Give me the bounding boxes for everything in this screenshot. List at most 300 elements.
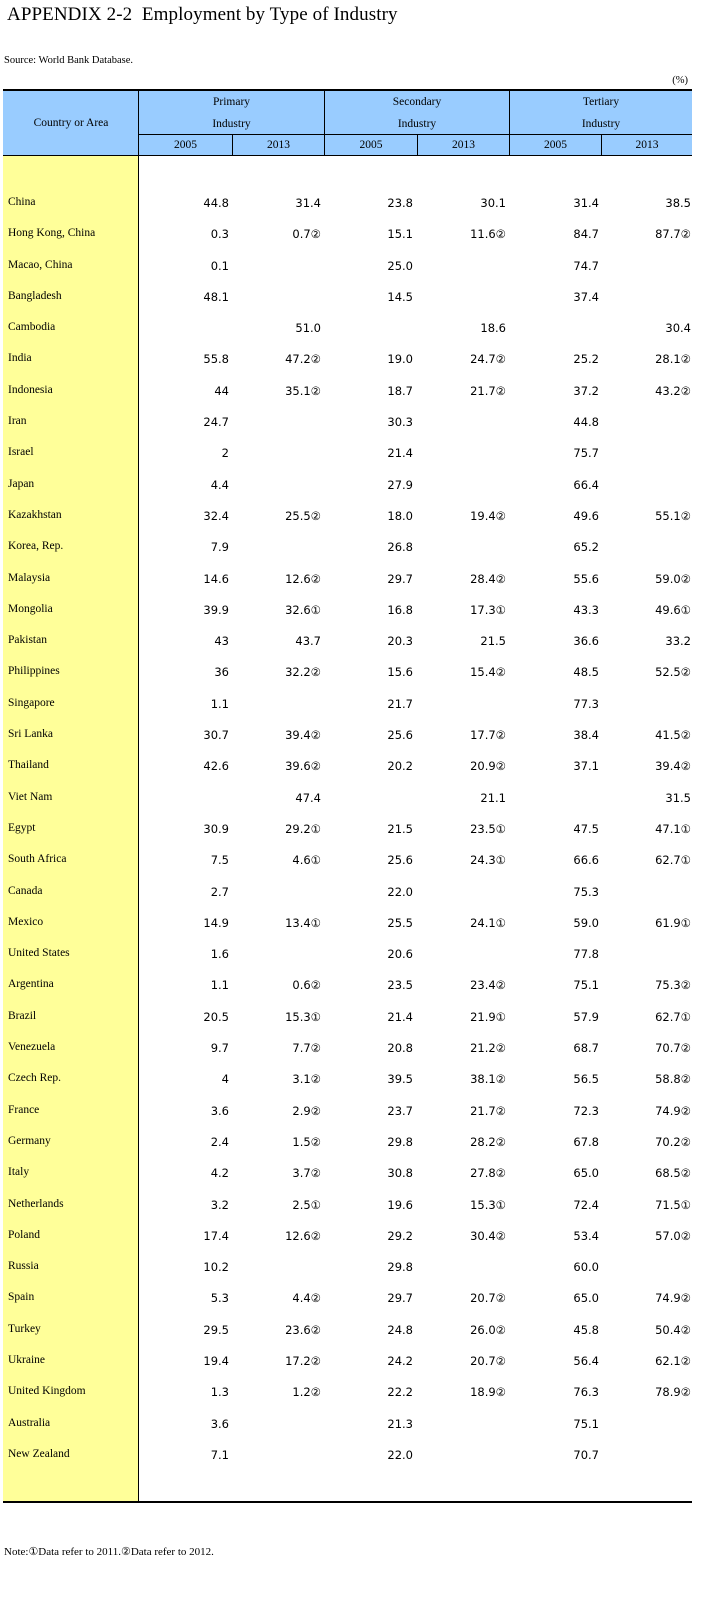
table-row [3,437,692,468]
header-year: 2013 [601,134,692,156]
table-cell: 65.0 [573,1166,599,1181]
country-name: Viet Nam [8,790,53,803]
table-cell: 15.3① [285,1009,321,1024]
header-country: Country or Area [3,91,139,156]
table-cell: 59.0 [573,915,599,930]
table-cell: 24.7 [203,415,229,430]
table-cell: 56.4 [573,1353,599,1368]
table-cell: 28.1② [655,352,691,367]
table-cell: 4.2 [210,1166,229,1181]
table-row [3,1126,692,1157]
table-cell: 72.3 [573,1103,599,1118]
table-cell: 48.1 [203,289,229,304]
table-cell: 5.3 [210,1291,229,1306]
table-cell: 1.3 [210,1385,229,1400]
table-cell: 24.7② [470,352,506,367]
table-cell: 36 [214,665,229,680]
table-row [3,907,692,938]
table-cell: 68.7 [573,1041,599,1056]
country-name: Bangladesh [8,289,62,302]
table-cell: 32.6① [285,602,321,617]
table-cell: 25.5 [387,915,413,930]
table-cell: 27.8② [470,1166,506,1181]
header-group-line2: Industry [581,118,621,130]
country-name: Canada [8,884,43,897]
country-name: China [8,196,36,208]
table-cell: 50.4② [655,1322,691,1337]
table-cell: 20.2 [387,759,413,774]
table-row [3,563,692,594]
table-cell: 65.2 [573,540,599,555]
table-cell: 60.0 [573,1260,599,1275]
table-row [3,343,692,374]
table-cell: 7.1 [210,1447,229,1462]
country-name: Japan [8,477,35,490]
table-cell: 4 [221,1072,229,1087]
table-cell: 0.1 [210,258,229,273]
header-year: 2005 [138,134,232,156]
table-cell: 23.5 [387,978,413,993]
table-cell: 11.6② [470,227,506,242]
table-cell: 21.9① [470,1009,506,1024]
country-name: India [8,352,32,365]
table-row [3,375,692,406]
country-name: Mexico [8,915,44,928]
table-cell: 21.4 [387,1009,413,1024]
table-body [3,187,692,1470]
country-name: Malaysia [8,571,51,584]
table-row [3,281,692,312]
table-cell: 7.5 [210,853,229,868]
table-cell: 37.2 [573,383,599,398]
table-row [3,1220,692,1251]
country-name: Italy [8,1166,30,1179]
table-cell: 30.8 [387,1166,413,1181]
table-cell: 78.9② [655,1385,691,1400]
table-cell: 84.7 [573,227,599,242]
table-cell: 27.9 [387,477,413,492]
table-cell: 49.6① [655,602,691,617]
table-cell: 1.6 [210,947,229,962]
table-row [3,1251,692,1282]
table-cell: 23.8 [387,196,413,210]
table-cell: 30.7 [203,728,229,743]
table-cell: 0.6② [292,978,321,993]
unit-label: (%) [672,75,688,86]
table-cell: 41.5② [655,728,691,743]
table-row [3,1189,692,1220]
table-cell: 23.6② [285,1322,321,1337]
table-cell: 29.2① [285,821,321,836]
employment-table [3,89,692,1503]
table-cell: 25.5② [285,508,321,523]
table-cell: 77.3 [573,696,599,711]
table-cell: 42.6 [203,759,229,774]
country-name: Czech Rep. [8,1072,62,1085]
table-cell: 38.1② [470,1072,506,1087]
table-cell: 49.6 [573,508,599,523]
table-row [3,1063,692,1094]
table-cell: 21.7② [470,383,506,398]
table-cell: 22.2 [387,1385,413,1400]
table-cell: 19.6 [387,1197,413,1212]
table-cell: 47.2② [285,352,321,367]
table-cell: 23.4② [470,978,506,993]
table-row [3,876,692,907]
header-group-line2: Industry [397,118,437,130]
table-cell: 71.5① [655,1197,691,1212]
table-cell: 4.4② [292,1291,321,1306]
table-cell: 20.7② [470,1291,506,1306]
header-year: 2013 [232,134,324,156]
country-name: Spain [8,1291,35,1304]
table-cell: 62.1② [655,1353,691,1368]
table-row [3,1408,692,1439]
table-cell: 31.4 [295,196,321,210]
table-cell: 59.0② [655,571,691,586]
table-cell: 39.6② [285,759,321,774]
table-cell: 44.8 [573,415,599,430]
table-cell: 19.4 [203,1353,229,1368]
table-cell: 25.6 [387,853,413,868]
country-name: Sri Lanka [8,728,54,741]
table-cell: 43.2② [655,383,691,398]
table-cell: 19.4② [470,508,506,523]
table-row [3,312,692,343]
table-cell: 45.8 [573,1322,599,1337]
table-cell: 62.7① [655,853,691,868]
table-row [3,750,692,781]
header-group-line1: Primary [212,96,251,108]
table-cell: 43 [214,634,229,649]
table-cell: 18.0 [387,508,413,523]
table-cell: 61.9① [655,915,691,930]
table-cell: 25.0 [387,258,413,273]
country-name: Egypt [8,821,36,834]
source-note: Source: World Bank Database. [4,55,134,66]
table-cell: 43.3 [573,602,599,617]
table-cell: 39.5 [387,1072,413,1087]
table-cell: 18.6 [480,321,506,336]
page-title: APPENDIX 2-2 Employment by Type of Industry [7,4,398,25]
country-name: Mongolia [8,602,53,615]
table-row [3,782,692,813]
table-cell: 28.2② [470,1134,506,1149]
table-cell: 72.4 [573,1197,599,1212]
table-cell: 15.4② [470,665,506,680]
table-cell: 20.5 [203,1009,229,1024]
table-cell: 29.2 [387,1228,413,1243]
table-cell: 31.4 [573,196,599,210]
country-name: Australia [8,1416,51,1429]
table-cell: 25.6 [387,728,413,743]
table-cell: 51.0 [295,321,321,336]
table-cell: 14.9 [203,915,229,930]
table-cell: 0.3 [210,227,229,242]
table-cell: 2.7 [210,884,229,899]
table-cell: 16.8 [387,602,413,617]
country-name: Iran [8,415,27,428]
table-cell: 20.6 [387,947,413,962]
table-cell: 68.5② [655,1166,691,1181]
table-row [3,250,692,281]
table-cell: 4.6① [292,853,321,868]
table-cell: 37.1 [573,759,599,774]
table-cell: 38.5 [665,196,691,210]
table-cell: 47.4 [295,790,321,805]
country-name: Turkey [8,1322,41,1335]
table-cell: 70.7② [655,1041,691,1056]
country-name: Venezuela [8,1041,56,1054]
table-cell: 74.9② [655,1103,691,1118]
country-name: South Africa [8,853,67,866]
table-cell: 66.4 [573,477,599,492]
table-cell: 48.5 [573,665,599,680]
table-cell: 15.3① [470,1197,506,1212]
table-cell: 1.2② [292,1385,321,1400]
table-cell: 0.7② [292,227,321,242]
table-cell: 30.1 [480,196,506,210]
table-cell: 75.1 [573,978,599,993]
country-name: Korea, Rep. [8,540,64,553]
table-cell: 30.3 [387,415,413,430]
header-secondary-industry [324,91,509,134]
country-name: Brazil [8,1009,37,1022]
header-group-line2: Industry [212,118,251,130]
table-row [3,594,692,625]
table-cell: 3.2 [210,1197,229,1212]
country-name: Russia [8,1260,39,1273]
table-row [3,1282,692,1313]
table-cell: 55.1② [655,508,691,523]
header-group-line1: Secondary [392,96,442,108]
table-cell: 21.2② [470,1041,506,1056]
country-name: Singapore [8,696,55,709]
table-cell: 26.0② [470,1322,506,1337]
table-cell: 17.4 [203,1228,229,1243]
table-row [3,1345,692,1376]
table-cell: 57.0② [655,1228,691,1243]
table-row [3,625,692,656]
table-cell: 37.4 [573,289,599,304]
table-cell: 21.5 [387,821,413,836]
table-cell: 29.7 [387,1291,413,1306]
table-cell: 7.9 [210,540,229,555]
table-cell: 10.2 [203,1260,229,1275]
table-row [3,1095,692,1126]
country-name: Thailand [8,759,49,772]
table-cell: 7.7② [292,1041,321,1056]
table-cell: 15.6 [387,665,413,680]
table-cell: 38.4 [573,728,599,743]
table-row [3,844,692,875]
table-cell: 13.4① [285,915,321,930]
table-cell: 17.2② [285,1353,321,1368]
table-cell: 4.4 [210,477,229,492]
table-cell: 44 [214,383,229,398]
table-cell: 14.5 [387,289,413,304]
table-cell: 70.2② [655,1134,691,1149]
table-row [3,218,692,249]
table-cell: 74.9② [655,1291,691,1306]
country-name: France [8,1103,40,1116]
table-cell: 22.0 [387,884,413,899]
table-cell: 18.7 [387,383,413,398]
country-name: United States [8,947,70,960]
table-cell: 75.1 [573,1416,599,1431]
table-cell: 3.1② [292,1072,321,1087]
table-row [3,531,692,562]
country-name: Cambodia [8,321,56,334]
table-cell: 33.2 [665,634,691,649]
table-cell: 77.8 [573,947,599,962]
table-cell: 65.0 [573,1291,599,1306]
table-cell: 24.1① [470,915,506,930]
table-cell: 25.2 [573,352,599,367]
country-name: Macao, China [8,258,73,271]
table-cell: 32.2② [285,665,321,680]
table-cell: 32.4 [203,508,229,523]
table-cell: 26.8 [387,540,413,555]
country-name: New Zealand [8,1447,70,1460]
table-cell: 20.9② [470,759,506,774]
table-cell: 29.5 [203,1322,229,1337]
table-cell: 36.6 [573,634,599,649]
table-row [3,187,692,218]
table-cell: 29.8 [387,1260,413,1275]
table-cell: 15.1 [387,227,413,242]
table-cell: 1.1 [210,978,229,993]
table-cell: 20.7② [470,1353,506,1368]
table-cell: 1.1 [210,696,229,711]
country-name: Pakistan [8,634,47,647]
table-cell: 75.3 [573,884,599,899]
table-cell: 57.9 [573,1009,599,1024]
table-cell: 23.5① [470,821,506,836]
table-cell: 75.7 [573,446,599,461]
table-cell: 55.6 [573,571,599,586]
table-cell: 14.6 [203,571,229,586]
footnote: Note:①Data refer to 2011.②Data refer to 2012. [4,1546,214,1558]
table-cell: 9.7 [210,1041,229,1056]
header-group-line1: Tertiary [582,96,620,108]
table-cell: 1.5② [292,1134,321,1149]
table-cell: 22.0 [387,1447,413,1462]
country-name: Germany [8,1134,51,1147]
table-cell: 21.1 [480,790,506,805]
country-name: Netherlands [8,1197,64,1210]
table-row [3,719,692,750]
table-cell: 74.7 [573,258,599,273]
table-cell: 31.5 [665,790,691,805]
header-year: 2013 [417,134,509,156]
table-cell: 58.8② [655,1072,691,1087]
country-name: Hong Kong, China [8,227,96,240]
table-cell: 29.7 [387,571,413,586]
table-cell: 12.6② [285,1228,321,1243]
table-cell: 12.6② [285,571,321,586]
table-cell: 29.8 [387,1134,413,1149]
table-cell: 30.4 [665,321,691,336]
header-year: 2005 [324,134,417,156]
table-cell: 30.4② [470,1228,506,1243]
table-cell: 39.9 [203,602,229,617]
header-year: 2005 [509,134,601,156]
table-row [3,969,692,1000]
table-cell: 75.3② [655,978,691,993]
table-cell: 21.4 [387,446,413,461]
table-row [3,1439,692,1470]
table-cell: 2.9② [292,1103,321,1118]
table-row [3,469,692,500]
table-cell: 21.3 [387,1416,413,1431]
table-cell: 70.7 [573,1447,599,1462]
table-row [3,1001,692,1032]
table-cell: 3.6 [210,1103,229,1118]
table-cell: 53.4 [573,1228,599,1243]
table-cell: 21.7 [387,696,413,711]
country-name: Indonesia [8,383,53,396]
table-row [3,1314,692,1345]
table-cell: 47.1① [655,821,691,836]
table-cell: 39.4② [655,759,691,774]
table-cell: 43.7 [295,634,321,649]
table-cell: 2 [221,446,229,461]
country-name: Ukraine [8,1353,46,1366]
table-cell: 66.6 [573,853,599,868]
table-cell: 20.3 [387,634,413,649]
table-cell: 62.7① [655,1009,691,1024]
table-cell: 30.9 [203,821,229,836]
table-row [3,813,692,844]
table-cell: 28.4② [470,571,506,586]
header-tertiary-industry [509,91,692,134]
table-cell: 18.9② [470,1385,506,1400]
table-cell: 23.7 [387,1103,413,1118]
table-cell: 21.7② [470,1103,506,1118]
country-name: Argentina [8,978,54,991]
table-cell: 2.4 [210,1134,229,1149]
table-row [3,406,692,437]
country-name: United Kingdom [8,1385,86,1398]
table-cell: 87.7② [655,227,691,242]
table-cell: 21.5 [480,634,506,649]
table-cell: 76.3 [573,1385,599,1400]
table-cell: 20.8 [387,1041,413,1056]
table-cell: 44.8 [203,196,229,210]
table-row [3,1157,692,1188]
table-cell: 17.3① [470,602,506,617]
table-cell: 3.6 [210,1416,229,1431]
table-row [3,656,692,687]
table-cell: 24.2 [387,1353,413,1368]
table-cell: 24.3① [470,853,506,868]
table-row [3,1376,692,1407]
table-row [3,938,692,969]
table-cell: 56.5 [573,1072,599,1087]
country-name: Philippines [8,665,60,678]
table-row [3,1032,692,1063]
table-cell: 17.7② [470,728,506,743]
table-cell: 19.0 [387,352,413,367]
table-cell: 47.5 [573,821,599,836]
table-cell: 24.8 [387,1322,413,1337]
table-row [3,500,692,531]
table-cell: 35.1② [285,383,321,398]
table-cell: 3.7② [292,1166,321,1181]
table-cell: 52.5② [655,665,691,680]
country-name: Poland [8,1228,40,1241]
